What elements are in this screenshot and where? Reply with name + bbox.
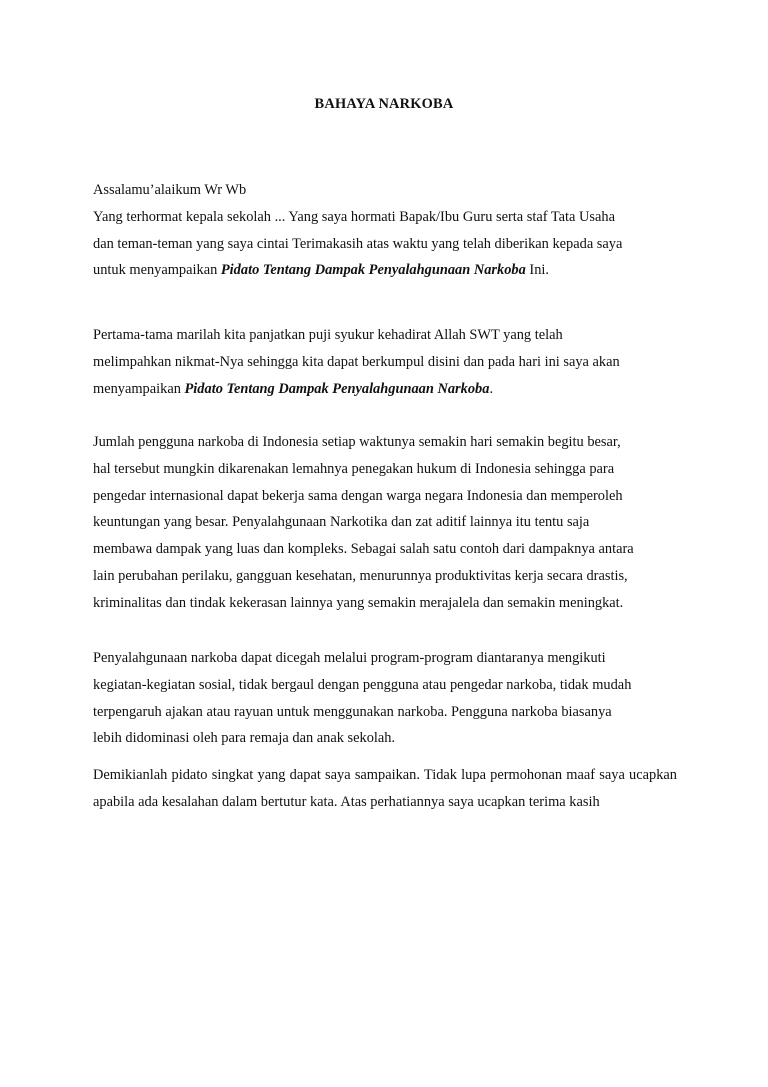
body-line: membawa dampak yang luas dan kompleks. Sebagai salah satu contoh dari dampaknya antara xyxy=(93,541,634,558)
body-line: hal tersebut mungkin dikarenakan lemahnya penegakan hukum di Indonesia sehingga para xyxy=(93,460,615,477)
opening-prefix: menyampaikan xyxy=(93,380,185,397)
opening-line: Pertama-tama marilah kita panjatkan puji syukur kehadirat Allah SWT yang telah xyxy=(93,327,563,343)
opening-line xyxy=(93,376,677,403)
body-line: lain perubahan perilaku, gangguan kesehatan, menurunnya produktivitas kerja secara drastis, xyxy=(93,567,628,584)
body-line: Jumlah pengguna narkoba di Indonesia setiap waktunya semakin hari semakin begitu besar, xyxy=(93,434,621,450)
body-paragraph-2 xyxy=(93,645,677,752)
body-line: kegiatan-kegiatan sosial, tidak bergaul dengan pengguna atau pengedar narkoba, tidak mudah xyxy=(93,676,632,693)
body-paragraph-1 xyxy=(93,429,677,617)
speech-topic-emphasis: Pidato Tentang Dampak Penyalahgunaan Narkoba xyxy=(220,262,526,279)
greeting-line xyxy=(93,257,677,284)
body-line: lebih didominasi oleh para remaja dan anak sekolah. xyxy=(93,730,396,747)
body-line: terpengaruh ajakan atau rayuan untuk menggunakan narkoba. Pengguna narkoba biasanya xyxy=(93,703,612,720)
greeting-line: Yang terhormat kepala sekolah ... Yang saya hormati Bapak/Ibu Guru serta staf Tata Usaha xyxy=(93,208,615,225)
greeting-prefix: untuk menyampaikan xyxy=(93,262,221,279)
body-line: keuntungan yang besar. Penyalahgunaan Narkotika dan zat aditif lainnya itu tentu saja xyxy=(93,514,590,531)
greeting-suffix: Ini. xyxy=(525,262,549,279)
greeting-paragraph xyxy=(93,177,677,284)
closing-paragraph: Demikianlah pidato singkat yang dapat saya sampaikan. Tidak lupa permohonan maaf saya ucapkan apabila ada kesalahan dalam bertutur kata. Atas perhatiannya saya ucapkan terima kasih xyxy=(93,767,677,810)
opening-paragraph xyxy=(93,322,677,402)
document-title: BAHAYA NARKOBA xyxy=(314,96,454,112)
greeting-line: Assalamu’alaikum Wr Wb xyxy=(93,182,247,198)
opening-suffix: . xyxy=(489,380,494,397)
body-line: kriminalitas dan tindak kekerasan lainnya yang semakin merajalela dan semakin meningkat. xyxy=(93,594,624,611)
opening-line: melimpahkan nikmat-Nya sehingga kita dapat berkumpul disini dan pada hari ini saya akan xyxy=(93,353,620,370)
body-line: pengedar internasional dapat bekerja sama dengan warga negara Indonesia dan memperoleh xyxy=(93,487,623,504)
speech-topic-emphasis: Pidato Tentang Dampak Penyalahgunaan Narkoba xyxy=(184,380,490,397)
greeting-line: dan teman-teman yang saya cintai Terimakasih atas waktu yang telah diberikan kepada saya xyxy=(93,235,623,252)
body-line: Penyalahgunaan narkoba dapat dicegah melalui program-program diantaranya mengikuti xyxy=(93,650,606,666)
